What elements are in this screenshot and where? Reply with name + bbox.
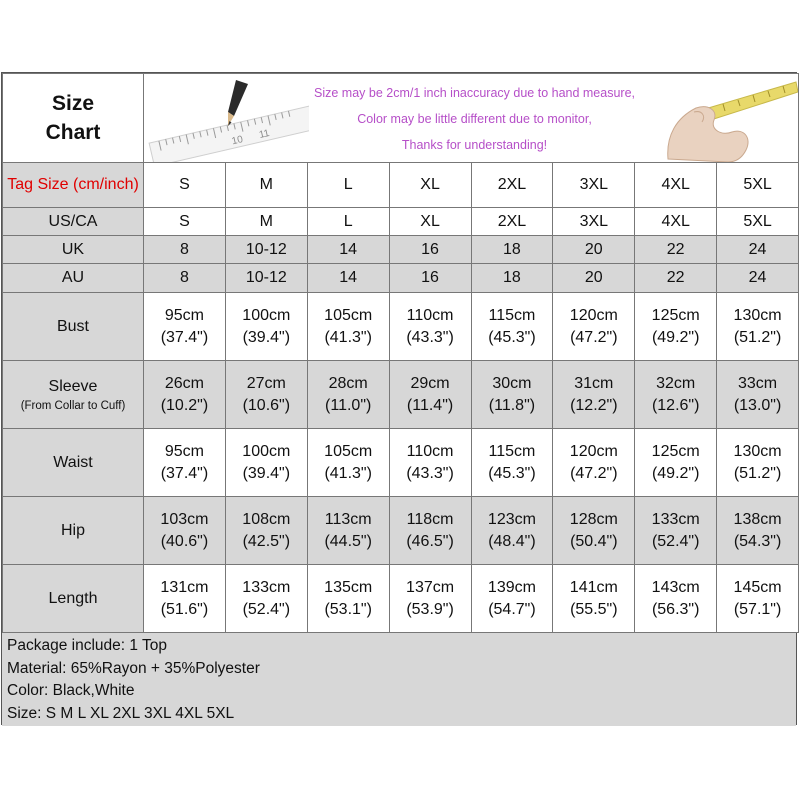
cm-value: 139cm — [487, 578, 536, 596]
inch-value: (51.2") — [733, 328, 782, 346]
cm-value: 113cm — [324, 510, 372, 528]
tag-size-label — [3, 163, 144, 208]
table-cell: 16 — [389, 236, 471, 264]
size-chart-title — [3, 74, 144, 163]
measure-row — [3, 361, 799, 429]
inch-value: (53.9") — [406, 600, 454, 618]
measure-cell — [307, 497, 389, 565]
inch-value: (50.4") — [570, 532, 618, 550]
cm-value: 110cm — [406, 442, 454, 460]
package-info: Package include: 1 Top — [7, 637, 167, 654]
cm-value: 100cm — [242, 442, 291, 460]
row-label-sleeve — [3, 361, 144, 429]
inch-value: (56.3") — [651, 600, 700, 618]
table-cell: 5XL — [717, 208, 799, 236]
measure-cell — [144, 429, 226, 497]
cm-value: 128cm — [569, 510, 618, 528]
table-cell: 8 — [144, 236, 226, 264]
cm-value: 30cm — [492, 374, 532, 392]
inch-value: (11.8") — [488, 396, 536, 414]
pencil-ruler-illustration — [144, 74, 309, 162]
inch-value: (51.2") — [733, 464, 782, 482]
cm-value: 29cm — [410, 374, 450, 392]
measure-cell — [144, 497, 226, 565]
measure-cell — [225, 565, 307, 633]
inch-value: (13.0") — [733, 396, 782, 414]
table-cell: 3XL — [553, 208, 635, 236]
cm-value: 118cm — [406, 510, 454, 528]
table-cell: 24 — [717, 236, 799, 264]
cm-value: 123cm — [487, 510, 536, 528]
cm-value: 95cm — [164, 442, 204, 460]
table-cell: S — [144, 208, 226, 236]
cm-value: 141cm — [569, 578, 618, 596]
measure-cell — [144, 565, 226, 633]
inch-value: (44.5") — [324, 532, 372, 550]
inch-value: (12.6") — [651, 396, 700, 414]
inch-value: (49.2") — [651, 464, 700, 482]
measure-cell — [471, 293, 553, 361]
measure-cell — [553, 497, 635, 565]
tag-size-text: Tag Size (cm/inch) — [7, 176, 139, 193]
row-label-us-ca: US/CA — [3, 208, 144, 236]
measure-cell — [553, 565, 635, 633]
measure-cell — [225, 293, 307, 361]
ruler-number-11: 11 — [258, 127, 271, 141]
table-cell: 20 — [553, 236, 635, 264]
measure-cell — [307, 565, 389, 633]
inch-value: (57.1") — [733, 600, 782, 618]
measure-cell — [389, 497, 471, 565]
measure-cell — [144, 361, 226, 429]
title-line-2: Chart — [45, 121, 101, 144]
cm-value: 145cm — [733, 578, 782, 596]
color-info: Color: Black,White — [7, 682, 135, 699]
table-cell: 10-12 — [225, 264, 307, 293]
cm-value: 133cm — [651, 510, 700, 528]
size-header-3xl: 3XL — [553, 163, 635, 208]
inch-value: (10.6") — [242, 396, 291, 414]
inch-value: (51.6") — [160, 600, 209, 618]
pencil-icon — [228, 80, 248, 126]
inch-value: (41.3") — [324, 464, 372, 482]
measure-cell — [225, 497, 307, 565]
header-notes — [314, 80, 635, 158]
measure-cell — [225, 361, 307, 429]
size-header-5xl: 5XL — [717, 163, 799, 208]
conversion-row — [3, 236, 799, 264]
note-color: Color may be little different due to monitor, — [357, 112, 592, 126]
inch-value: (39.4") — [242, 464, 291, 482]
cm-value: 26cm — [164, 374, 204, 392]
size-header-l: L — [307, 163, 389, 208]
table-cell: 24 — [717, 264, 799, 293]
measure-cell — [553, 293, 635, 361]
measure-cell — [307, 429, 389, 497]
measure-cell — [635, 293, 717, 361]
conversion-row — [3, 208, 799, 236]
table-cell: 20 — [553, 264, 635, 293]
material-info: Material: 65%Rayon + 35%Polyester — [7, 659, 260, 677]
cm-value: 115cm — [488, 306, 536, 324]
measure-row — [3, 497, 799, 565]
measure-cell — [717, 497, 799, 565]
cm-value: 31cm — [574, 374, 614, 392]
measure-name: Bust — [56, 317, 89, 335]
table-cell: 22 — [635, 236, 717, 264]
cm-value: 120cm — [569, 442, 618, 460]
cm-value: 33cm — [738, 374, 778, 392]
measure-cell — [389, 429, 471, 497]
cm-value: 28cm — [328, 374, 368, 392]
cm-value: 125cm — [651, 442, 700, 460]
measure-row — [3, 565, 799, 633]
size-header-xl: XL — [389, 163, 471, 208]
cm-value: 103cm — [160, 510, 209, 528]
size-info: Size: S M L XL 2XL 3XL 4XL 5XL — [7, 704, 235, 722]
table-cell: 14 — [307, 264, 389, 293]
note-inaccuracy: Size may be 2cm/1 inch inaccuracy due to hand measure, — [314, 86, 636, 100]
cm-value: 137cm — [406, 578, 455, 596]
measure-cell — [553, 361, 635, 429]
inch-value: (48.4") — [488, 532, 536, 550]
cm-value: 130cm — [733, 306, 782, 324]
measure-cell — [389, 361, 471, 429]
measure-cell — [717, 565, 799, 633]
size-header-s: S — [144, 163, 226, 208]
table-cell: M — [225, 208, 307, 236]
inch-value: (52.4") — [651, 532, 700, 550]
row-label-hip — [3, 497, 144, 565]
inch-value: (54.7") — [488, 600, 536, 618]
measure-cell — [471, 429, 553, 497]
measure-cell — [471, 497, 553, 565]
cm-value: 143cm — [651, 578, 700, 596]
product-info — [2, 633, 796, 726]
row-label-uk: UK — [3, 236, 144, 264]
measure-cell — [225, 429, 307, 497]
row-label-waist — [3, 429, 144, 497]
tag-size-row — [3, 163, 799, 208]
cm-value: 95cm — [164, 306, 204, 324]
measure-cell — [635, 361, 717, 429]
inch-value: (12.2") — [570, 396, 618, 414]
table-cell: L — [307, 208, 389, 236]
cm-value: 105cm — [324, 442, 373, 460]
cm-value: 100cm — [242, 306, 291, 324]
row-label-au: AU — [3, 264, 144, 293]
measure-cell — [635, 429, 717, 497]
table-cell: 14 — [307, 236, 389, 264]
table-cell: XL — [389, 208, 471, 236]
cm-value: 138cm — [733, 510, 782, 528]
cm-value: 135cm — [324, 578, 373, 596]
inch-value: (11.0") — [325, 396, 372, 414]
cm-value: 131cm — [160, 578, 209, 596]
table-cell: 8 — [144, 264, 226, 293]
measure-cell — [471, 565, 553, 633]
measure-name: Length — [48, 589, 98, 607]
row-label-length — [3, 565, 144, 633]
cm-value: 120cm — [569, 306, 618, 324]
hand-tape-measure-illustration — [648, 74, 798, 162]
measure-cell — [553, 429, 635, 497]
measure-row — [3, 429, 799, 497]
inch-value: (10.2") — [160, 396, 209, 414]
inch-value: (54.3") — [733, 532, 782, 550]
inch-value: (43.3") — [406, 464, 454, 482]
table-cell: 10-12 — [225, 236, 307, 264]
measure-name: Sleeve — [48, 377, 98, 395]
conversion-row — [3, 264, 799, 293]
inch-value: (41.3") — [324, 328, 372, 346]
size-chart — [1, 72, 797, 725]
measure-cell — [389, 565, 471, 633]
measure-cell — [635, 497, 717, 565]
measure-cell — [144, 293, 226, 361]
table-cell: 16 — [389, 264, 471, 293]
inch-value: (47.2") — [570, 464, 618, 482]
inch-value: (47.2") — [570, 328, 618, 346]
cm-value: 115cm — [488, 442, 536, 460]
ruler-number-10: 10 — [230, 134, 245, 148]
inch-value: (37.4") — [160, 464, 209, 482]
row-label-bust — [3, 293, 144, 361]
table-cell: 2XL — [471, 208, 553, 236]
inch-value: (53.1") — [324, 600, 372, 618]
inch-value: (40.6") — [160, 532, 209, 550]
note-thanks: Thanks for understanding! — [401, 138, 548, 152]
cm-value: 27cm — [246, 374, 286, 392]
size-header-m: M — [225, 163, 307, 208]
inch-value: (46.5") — [406, 532, 454, 550]
table-cell: 22 — [635, 264, 717, 293]
inch-value: (37.4") — [160, 328, 209, 346]
measure-sublabel: (From Collar to Cuff) — [20, 399, 126, 412]
measure-cell — [717, 293, 799, 361]
inch-value: (43.3") — [406, 328, 454, 346]
measure-row — [3, 293, 799, 361]
title-line-1: Size — [51, 92, 95, 115]
inch-value: (45.3") — [488, 464, 536, 482]
cm-value: 108cm — [242, 510, 291, 528]
cm-value: 130cm — [733, 442, 782, 460]
size-header-4xl: 4XL — [635, 163, 717, 208]
table-cell: 18 — [471, 264, 553, 293]
table-cell: 4XL — [635, 208, 717, 236]
measure-cell — [389, 293, 471, 361]
cm-value: 125cm — [651, 306, 700, 324]
measure-name: Hip — [60, 521, 85, 539]
measure-cell — [307, 361, 389, 429]
inch-value: (52.4") — [242, 600, 291, 618]
measure-cell — [717, 429, 799, 497]
inch-value: (55.5") — [570, 600, 618, 618]
table-cell: 18 — [471, 236, 553, 264]
inch-value: (11.4") — [406, 396, 454, 414]
cm-value: 133cm — [242, 578, 291, 596]
inch-value: (49.2") — [651, 328, 700, 346]
cm-value: 110cm — [406, 306, 454, 324]
measure-cell — [471, 361, 553, 429]
cm-value: 105cm — [324, 306, 373, 324]
size-table — [2, 73, 799, 633]
inch-value: (45.3") — [488, 328, 536, 346]
inch-value: (39.4") — [242, 328, 291, 346]
cm-value: 32cm — [656, 374, 696, 392]
measure-cell — [717, 361, 799, 429]
inch-value: (42.5") — [242, 532, 291, 550]
measure-cell — [307, 293, 389, 361]
measure-name: Waist — [53, 453, 93, 471]
size-header-2xl: 2XL — [471, 163, 553, 208]
measure-cell — [635, 565, 717, 633]
header-banner — [144, 74, 799, 163]
